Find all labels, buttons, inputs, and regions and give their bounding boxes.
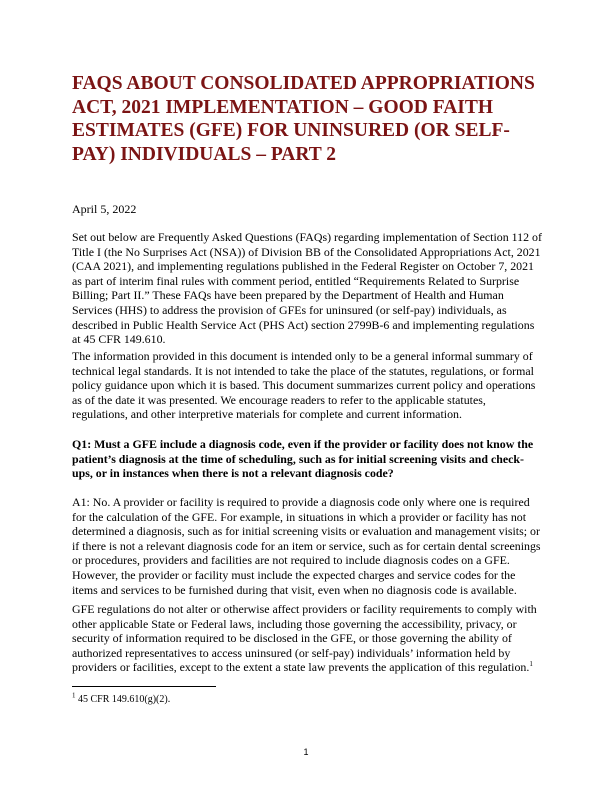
footnote-reference: 1 (529, 660, 533, 669)
disclaimer-paragraph: The information provided in this document is intended only to be a general informal summary of technical legal standards. It is not intended to take the place of the statutes, regulations, or formal policy guidance upon which it is based. This document summarizes current policy and operations as of the date it was presented. We encourage readers to refer to the applicable statutes, regulations, and other interpretive materials for complete and current information. (72, 349, 536, 422)
footnote-text: 45 CFR 149.610(g)(2). (78, 694, 171, 705)
footnote-divider (72, 686, 216, 687)
regulations-paragraph (72, 602, 542, 675)
document-date: April 5, 2022 (72, 202, 137, 216)
intro-paragraph: Set out below are Frequently Asked Questions (FAQs) regarding implementation of Section 112 of Title I (the No Surprises Act (NSA)) of Division BB of the Consolidated Appropriations Act, 2021 (CAA 2021), and implementing regulations published in the Federal Register on October 7, 2021 as part of interim final rules with comment period, entitled “Requirements Related to Surprise Billing; Part II.” These FAQs have been prepared by the Department of Health and Human Services (HHS) to address the provision of GFEs for uninsured (or self-pay) individuals, as described in Public Health Service Act (PHS Act) section 2799B-6 and implementing regulations at 45 CFR 149.610. (72, 230, 542, 347)
footnote (72, 691, 171, 706)
page-number: 1 (303, 747, 309, 757)
regulations-paragraph-text: GFE regulations do not alter or otherwise affect providers or facility requirements to comply with other applicable State or Federal laws, including those governing the accessibility, privacy, or security of information required to be disclosed in the GFE, or those governing the ability of authorized representatives to access uninsured (or self-pay) individuals’ information held by providers or facilities, except to the extent a state law prevents the application of this regulation. (72, 602, 537, 675)
document-title: FAQS ABOUT CONSOLIDATED APPROPRIATIONS ACT, 2021 IMPLEMENTATION – GOOD FAITH ESTIMATES (GFE) FOR UNINSURED (OR SELF-PAY) INDIVIDUALS – PART 2 (72, 73, 535, 165)
footnote-marker: 1 (72, 691, 76, 700)
answer-1: A1: No. A provider or facility is required to provide a diagnosis code only where one is required for the calculation of the GFE. For example, in situations in which a provider or facility has not determined a diagnosis, such as for initial screening visits or evaluation and management visits; or if there is not a relevant diagnosis code for an item or service, such as for certain dental screenings or procedures, providers and facilities are not required to include diagnosis codes on a GFE. However, the provider or facility must include the expected charges and service codes for the items and services to be furnished during that visit, even when no diagnosis code is available. (72, 495, 541, 597)
question-1: Q1: Must a GFE include a diagnosis code, even if the provider or facility does not know the patient’s diagnosis at the time of scheduling, such as for initial screening visits and check-ups, or in instances when there is not a relevant diagnosis code? (72, 437, 534, 481)
